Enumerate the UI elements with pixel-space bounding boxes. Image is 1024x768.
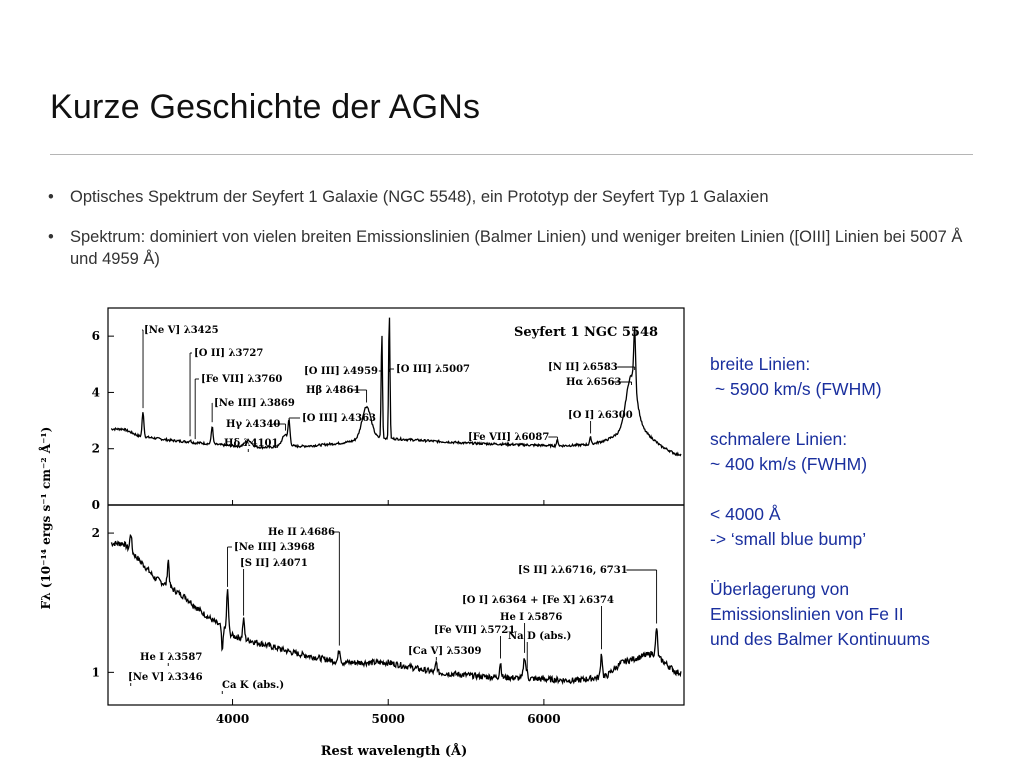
spectrum-chart [36, 300, 700, 768]
note-line: Überlagerung von [710, 579, 850, 599]
line-label: [Fe VII] λ3760 [201, 374, 283, 385]
line-label: [O I] λ6300 [568, 410, 633, 421]
title-divider [50, 154, 973, 155]
chart-title: Seyfert 1 NGC 5548 [514, 325, 659, 340]
note-line: ~ 5900 km/s (FWHM) [710, 379, 882, 399]
line-label: [O III] λ4363 [302, 413, 377, 424]
line-label: [Ne III] λ3968 [234, 542, 315, 553]
line-label: [Ca V] λ5309 [408, 646, 482, 657]
slide-title: Kurze Geschichte der AGNs [50, 88, 481, 126]
y-axis-label: Fλ (10⁻¹⁴ ergs s⁻¹ cm⁻² Å⁻¹) [39, 426, 53, 610]
x-tick-label: 6000 [527, 712, 561, 726]
note-line: -> ‘small blue bump’ [710, 529, 867, 549]
bullet-text: Spektrum: dominiert von vielen breiten Emissionslinien (Balmer Linien) und weniger breiten Linien ([OIII] Linien bei 5007 Å und 4959 Å) [70, 228, 963, 268]
y-tick-label: 2 [91, 441, 100, 456]
y-tick-label: 6 [91, 329, 100, 344]
line-label: He I λ5876 [500, 612, 563, 623]
line-label: He II λ4686 [268, 527, 335, 538]
note-line: ~ 400 km/s (FWHM) [710, 454, 868, 474]
annotation-notes [710, 352, 1010, 677]
line-label: [O III] λ5007 [396, 364, 471, 375]
line-label: Hδ λ4101 [224, 438, 279, 449]
line-label: Na D (abs.) [508, 631, 572, 642]
note-line: und des Balmer Kontinuums [710, 629, 930, 649]
x-tick-label: 4000 [215, 712, 250, 726]
bullet-list [48, 186, 978, 288]
line-label: Hα λ6563 [566, 377, 622, 388]
line-label: [S II] λ4071 [240, 558, 308, 569]
note-narrow-lines [710, 427, 1010, 477]
bullet-item [48, 226, 978, 270]
bullet-marker: • [48, 228, 54, 246]
note-line: < 4000 Å [710, 504, 781, 524]
y-tick-label: 0 [91, 498, 100, 512]
note-blue-bump [710, 502, 1010, 552]
bullet-text: Optisches Spektrum der Seyfert 1 Galaxie (NGC 5548), ein Prototyp der Seyfert Typ 1 Galaxien [70, 188, 769, 206]
note-line: schmalere Linien: [710, 429, 848, 449]
line-label: [Fe VII] λ5721 [434, 625, 516, 636]
y-tick-label: 4 [91, 385, 100, 400]
line-label: Ca K (abs.) [222, 680, 285, 691]
line-label: Hβ λ4861 [306, 385, 361, 396]
line-label: [Fe VII] λ6087 [468, 432, 550, 443]
line-label: [Ne V] λ3425 [144, 325, 219, 336]
y-tick-label: 2 [91, 526, 100, 541]
line-label: He I λ3587 [140, 652, 203, 663]
bullet-marker: • [48, 188, 54, 206]
note-broad-lines [710, 352, 1010, 402]
spectrum-figure [36, 300, 700, 768]
line-label: [O II] λ3727 [194, 348, 264, 359]
x-tick-label: 5000 [371, 712, 405, 726]
line-label: [O I] λ6364 + [Fe X] λ6374 [462, 595, 614, 606]
bullet-item [48, 186, 978, 208]
y-tick-label: 1 [91, 665, 100, 680]
line-label: [Ne V] λ3346 [128, 672, 203, 683]
note-fe-ii [710, 577, 1010, 652]
line-label: Hγ λ4340 [226, 419, 281, 430]
line-label: [N II] λ6583 [548, 362, 618, 373]
line-label: [O III] λ4959 [304, 366, 379, 377]
note-line: Emissionslinien von Fe II [710, 604, 904, 624]
x-axis-label: Rest wavelength (Å) [320, 744, 468, 759]
line-label: [Ne III] λ3869 [214, 398, 295, 409]
line-label: [S II] λλ6716, 6731 [518, 565, 628, 576]
note-line: breite Linien: [710, 354, 811, 374]
